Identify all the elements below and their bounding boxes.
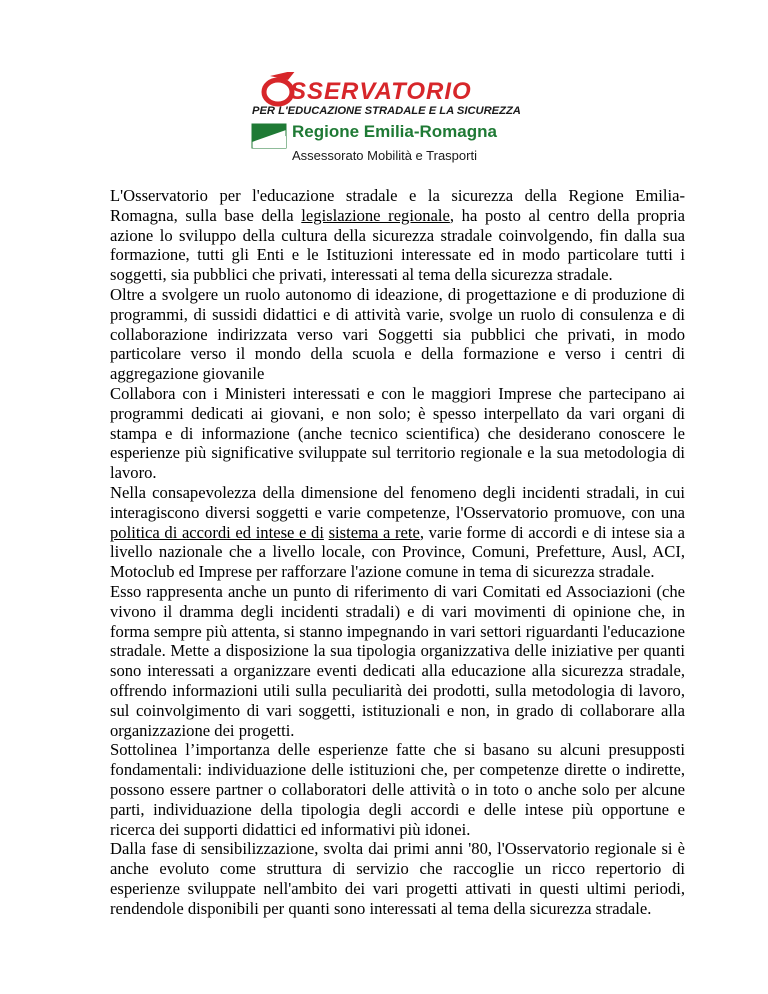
paragraph-1-text-a: L'Osservatorio per l'educazione stradale e la sicurezza della Regione Emilia-Romagna, sulla base della [110,186,685,225]
link-politica-accordi[interactable]: politica di accordi ed intese e di [110,522,324,542]
paragraph-2: Oltre a svolgere un ruolo autonomo di ideazione, di progettazione e di produzione di programmi, di sussidi didattici e di attività varie, svolge un ruolo di consulenza e di collaborazione indirizzata verso vari Soggetti sia pubblici che privati, in modo particolare verso il mondo della scuola e della formazione e verso i centri di aggregazione giovanile [110,284,685,384]
paragraph-4-text-a: Nella consapevolezza della dimensione del fenomeno degli incidenti stradali, in cui interagiscono diversi soggetti e varie competenze, l'Osservatorio promuove, con una [110,482,685,522]
paragraph-6: Sottolinea l’importanza delle esperienze fatte che si basano su alcuni presupposti fondamentali: individuazione delle istituzioni che, per competenze dirette o indirette, possono essere partner o collaboratori delle attività o in toto o anche solo per alcune parti, individuazione della tipologia degli accordi e delle intese più opportune e ricerca dei supporti didattici ed informativi più idonei. [110,740,685,839]
logo-subtitle: PER L'EDUCAZIONE STRADALE E LA SICUREZZA [252,105,521,117]
logo-office-name: Assessorato Mobilità e Trasporti [292,148,477,163]
document-body [110,186,685,918]
link-sistema-a-rete[interactable]: sistema a rete [328,522,420,542]
paragraph-3: Collabora con i Ministeri interessati e con le maggiori Imprese che partecipano ai programmi dedicati ai giovani, e non solo; è spesso interpellato da vari organi di stampa e di informazione (anche tecnico scientifica) che desiderano conoscere le esperienze più significative sviluppate sul territorio regionale e la sua metodologia di lavoro. [110,383,685,483]
paragraph-4 [110,483,685,582]
paragraph-1-text-b: , ha posto al centro della propria azione lo sviluppo della cultura della sicurezza stradale coinvolgendo, fin dalla sua formazione, tutti gli Enti e le Istituzioni interessate ed in modo particolare tutti i soggetti, sia pubblici che privati, interessati al tema della sicurezza stradale. [110,205,685,285]
logo-title: SSERVATORIO [290,78,472,105]
paragraph-7: Dalla fase di sensibilizzazione, svolta dai primi anni '80, l'Osservatorio regionale si è anche evoluto come struttura di servizio che raccoglie un ricco repertorio di esperienze sviluppate nell'ambito dei vari progetti attivati in questi ultimi periodi, rendendole disponibili per quanti sono interessati al tema della sicurezza stradale. [110,839,685,918]
paragraph-1 [110,186,685,285]
logo-region-name: Regione Emilia-Romagna [292,122,497,141]
paragraph-4-text-b: , varie forme di accordi e di intese sia a livello nazionale che a livello locale, con Province, Comuni, Prefetture, Ausl, ACI, Motoclub ed Imprese per rafforzare l'azione comune in tema di sicurezza stradale. [110,522,685,582]
link-legislazione-regionale[interactable]: legislazione regionale [301,205,450,225]
osservatorio-logo [248,72,526,172]
paragraph-5: Esso rappresenta anche un punto di riferimento di vari Comitati ed Associazioni (che vivono il dramma degli incidenti stradali) e di vari movimenti di opinione che, in forma sempre più attenta, si stanno impegnando in vari settori riguardanti l'educazione stradale. Mette a disposizione la sua tipologia organizzativa delle iniziative per quanti sono interessati a organizzare eventi dedicati alla educazione alla sicurezza stradale, offrendo informazioni utili sulla peculiarità dei prodotti, sulla metodologia di lavoro, sul coinvolgimento di vari soggetti, istituzionali e non, in grado di collaborare alla organizzazione dei progetti. [110,581,685,740]
